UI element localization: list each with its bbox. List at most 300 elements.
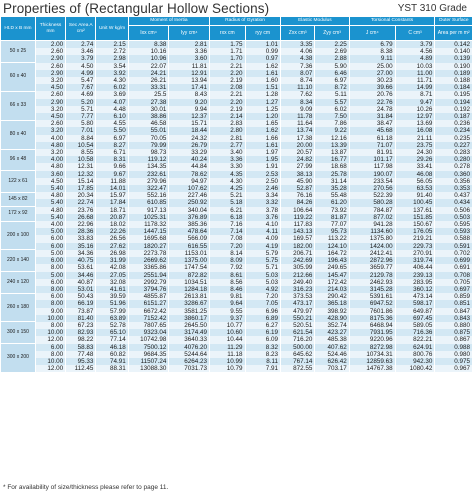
table-cell: 0.99 [245,48,280,55]
table-cell: 4.06 [280,48,314,55]
section-size-cell: 60 x 40 [1,63,35,92]
table-row [1,336,473,343]
table-cell: 589.05 [395,322,435,329]
table-cell: 7.05 [245,300,280,307]
table-cell: 15.71 [169,120,210,127]
table-cell: 2.60 [35,63,65,70]
table-cell: 151.85 [395,214,435,221]
table-cell: 20.57 [280,149,314,156]
table-cell: 5391.61 [349,293,395,300]
table-cell: 2.46 [245,185,280,192]
table-cell: 73.92 [315,207,349,214]
table-cell: 0.142 [435,41,473,49]
table-cell: 5.00 [35,228,65,235]
table-cell: 29.26 [395,156,435,163]
table-cell: 6672.42 [128,308,169,315]
table-cell: 24.78 [349,106,395,113]
table-cell: 8.55 [66,149,96,156]
table-cell: 2.21 [210,63,245,70]
table-cell: 649.87 [395,308,435,315]
table-cell: 7.16 [210,221,245,228]
table-cell: 3.78 [245,207,280,214]
table-cell: 124.10 [315,243,349,250]
table-cell: 4855.87 [128,293,169,300]
table-cell: 0.139 [435,55,473,62]
table-cell: 242.69 [280,257,314,264]
table-cell: 20.87 [96,214,128,221]
table-cell: 3640.33 [169,336,210,343]
table-cell: 290.42 [315,293,349,300]
table-cell: 5.47 [66,77,96,84]
table-cell: 74.91 [96,358,128,365]
table-cell: 17.41 [169,84,210,91]
table-cell: 3.40 [210,149,245,156]
table-cell: 0.189 [435,70,473,77]
table-cell: 2.60 [35,120,65,127]
table-cell: 79.99 [128,142,169,149]
table-cell: 877.02 [349,214,395,221]
table-row [1,156,473,163]
table-row [1,127,473,134]
table-cell: 4076.20 [169,344,210,351]
table-row [1,84,473,91]
table-cell: 22.26 [96,228,128,235]
table-cell: 5.00 [35,272,65,279]
table-cell: 12.91 [169,70,210,77]
table-cell: 2412.41 [349,250,395,257]
table-cell: 1.71 [210,48,245,55]
table-cell: 406.44 [395,264,435,271]
table-cell: 27.38 [128,99,169,106]
table-cell: 3286.67 [169,300,210,307]
table-cell: 11.88 [96,178,128,185]
table-cell: 18.68 [315,163,349,170]
table-cell: 4.38 [280,55,314,62]
table-cell: 11.10 [280,84,314,91]
table-cell: 0.194 [435,99,473,106]
table-cell: 172.42 [315,279,349,286]
table-cell: 41.61 [96,286,128,293]
table-cell: 9.11 [349,55,395,62]
table-row [1,279,473,286]
table-cell: 10.00 [35,329,65,336]
table-cell: 2.00 [35,41,65,49]
table-cell: 716.20 [280,336,314,343]
table-cell: 8.00 [35,322,65,329]
table-cell: 3.76 [245,214,280,221]
table-cell: 57.99 [96,308,128,315]
table-cell: 5.90 [315,63,349,70]
table-cell: 113.22 [315,235,349,242]
table-row [1,286,473,293]
table-row [1,214,473,221]
table-cell: 3860.17 [169,315,210,322]
table-cell: 8.00 [35,300,65,307]
table-cell: 3.20 [35,77,65,84]
table-cell: 206.71 [280,250,314,257]
table-cell: 10.44 [210,336,245,343]
table-cell: 1284.18 [169,286,210,293]
table-cell: 10.16 [128,48,169,55]
table-row [1,315,473,322]
table-cell: 169.57 [280,235,314,242]
table-cell: 26.56 [96,235,128,242]
page-title: Properties of (Rectangular Hollow Sections) [3,1,270,16]
ryy-header: ryy cm [245,26,280,41]
table-cell: 5.00 [35,250,65,257]
table-cell: 822.21 [395,336,435,343]
table-row [1,344,473,351]
table-cell: 24.82 [280,156,314,163]
table-cell: 0.859 [435,293,473,300]
table-cell: 250.92 [169,199,210,206]
table-cell: 6.18 [210,214,245,221]
table-row [1,235,473,242]
table-cell: 214.03 [315,286,349,293]
table-cell: 249.65 [315,264,349,271]
table-cell: 25.00 [349,63,395,70]
table-cell: 16.77 [315,156,349,163]
thickness-header: Thickness mm [35,17,65,41]
table-cell: 5.57 [315,99,349,106]
table-cell: 8175.36 [349,315,395,322]
table-cell: 3.30 [210,163,245,170]
table-cell: 8.61 [210,272,245,279]
table-cell: 31.14 [315,178,349,185]
table-cell: 322.47 [128,185,169,192]
table-cell: 3.54 [96,63,128,70]
table-cell: 9.81 [210,293,245,300]
table-cell: 3174.49 [169,329,210,336]
table-cell: 6.71 [96,149,128,156]
table-cell: 6.02 [315,106,349,113]
table-cell: 0.353 [435,185,473,192]
table-cell: 3.20 [35,127,65,134]
table-cell: 6.10 [96,113,128,120]
table-row [1,70,473,77]
table-cell: 219.21 [395,235,435,242]
table-cell: 5.40 [35,199,65,206]
zxx-header: Zxx cm³ [280,26,314,41]
table-cell: 1695.68 [128,235,169,242]
table-cell: 9684.35 [128,351,169,358]
table-cell: 7.77 [66,113,96,120]
table-cell: 2.90 [35,70,65,77]
table-cell: 8.74 [280,77,314,84]
table-cell: 23.76 [66,207,96,214]
table-cell: 340.04 [169,207,210,214]
table-cell: 10742.98 [128,336,169,343]
table-cell: 5.80 [66,120,96,127]
table-cell: 1178.32 [128,221,169,228]
table-cell: 11.00 [395,70,435,77]
table-cell: 0.140 [435,48,473,55]
table-cell: 3.34 [245,192,280,199]
table-cell: 70.05 [128,135,169,142]
footnote: * For availability of size/thickness please refer to page 11. [3,484,169,491]
table-cell: 10.03 [395,63,435,70]
table-cell: 621.54 [280,329,314,336]
table-cell: 15.14 [66,178,96,185]
table-cell: 7.67 [66,84,96,91]
table-cell: 28.36 [66,228,96,235]
table-cell: 0.967 [435,365,473,372]
table-cell: 9.37 [210,315,245,322]
table-cell: 800.76 [395,351,435,358]
table-cell: 21.11 [395,135,435,142]
table-cell: 38.47 [349,120,395,127]
table-cell: 233.54 [349,178,395,185]
table-cell: 150.67 [395,221,435,228]
table-cell: 9.22 [315,127,349,134]
table-cell: 1747.54 [169,264,210,271]
table-cell: 703.17 [315,365,349,372]
table-cell: 0.184 [435,84,473,91]
table-cell: 3.60 [35,171,65,178]
table-cell: 12.00 [35,365,65,372]
table-row [1,113,473,120]
table-cell: 697.45 [395,315,435,322]
table-cell: 176.05 [395,228,435,235]
table-cell: 0.190 [435,63,473,70]
table-cell: 26.68 [66,214,96,221]
table-cell: 40.87 [66,279,96,286]
table-cell: 2.50 [245,178,280,185]
table-cell: 196.43 [315,257,349,264]
table-cell: 4.00 [35,156,65,163]
table-cell: 2.83 [210,120,245,127]
table-cell: 13.94 [169,77,210,84]
table-cell: 283.95 [395,279,435,286]
table-cell: 53.01 [66,286,96,293]
section-size-cell: 96 x 48 [1,149,35,171]
table-row [1,322,473,329]
table-cell: 3.36 [210,156,245,163]
table-cell: 33.31 [128,84,169,91]
table-row [1,365,473,372]
table-cell: 3.92 [96,70,128,77]
table-cell: 212.66 [280,272,314,279]
table-cell: 50.43 [66,293,96,300]
table-cell: 872.82 [169,272,210,279]
table-cell: 61.18 [349,135,395,142]
table-cell: 0.705 [435,279,473,286]
table-body [1,41,473,373]
table-row [1,142,473,149]
table-cell: 10.99 [210,358,245,365]
table-cell: 360.12 [395,286,435,293]
table-cell: 229.73 [395,243,435,250]
table-cell: 3.60 [169,55,210,62]
table-cell: 6947.52 [349,300,395,307]
table-cell: 645.62 [280,351,314,358]
table-row [1,264,473,271]
table-cell: 2129.78 [349,272,395,279]
table-cell: 10.77 [210,322,245,329]
table-cell: 1.01 [245,41,280,49]
table-cell: 3.36 [169,48,210,55]
table-row [1,308,473,315]
table-row [1,329,473,336]
table-cell: 2.80 [210,127,245,134]
table-cell: 0.843 [435,315,473,322]
table-cell: 1.27 [245,99,280,106]
table-row [1,48,473,55]
table-cell: 18.71 [96,207,128,214]
table-cell: 11.64 [280,120,314,127]
table-cell: 2.88 [315,55,349,62]
table-cell: 10734.31 [349,351,395,358]
table-cell: 6.00 [35,243,65,250]
table-cell: 8.23 [245,351,280,358]
table-cell: 550.21 [280,315,314,322]
table-cell: 27.62 [96,243,128,250]
table-cell: 552.16 [128,192,169,199]
table-cell: 12.32 [66,171,96,178]
table-cell: 119.22 [280,214,314,221]
table-cell: 473.17 [280,300,314,307]
table-cell: 67.23 [66,322,96,329]
table-cell: 106.64 [280,207,314,214]
table-cell: 8.11 [245,358,280,365]
table-cell: 5.75 [245,257,280,264]
table-cell: 39.59 [96,293,128,300]
table-cell: 8.00 [35,286,65,293]
section-size-cell: 260 x 180 [1,293,35,322]
table-cell: 61.20 [315,199,349,206]
table-cell: 2.25 [315,41,349,49]
table-cell: 24.21 [128,70,169,77]
grade-label: YST 310 Grade [397,3,467,14]
table-cell: 101.17 [349,156,395,163]
table-cell: 100.45 [395,199,435,206]
table-cell: 35.28 [315,185,349,192]
table-cell: 55.01 [128,127,169,134]
table-cell: 0.235 [435,135,473,142]
table-cell: 0.975 [435,358,473,365]
table-cell: 2551.94 [128,272,169,279]
table-cell: 117.83 [280,221,314,228]
table-cell: 9220.96 [349,336,395,343]
table-cell: 8.72 [315,84,349,91]
table-cell: 365.18 [315,300,349,307]
radius-of-gyration-header: Radius of Gyration [210,17,281,26]
table-cell: 1820.27 [128,243,169,250]
table-cell: 9.55 [210,308,245,315]
table-cell: 84.26 [280,199,314,206]
table-cell: 6.21 [210,207,245,214]
table-row [1,41,473,49]
table-cell: 182.00 [280,243,314,250]
table-cell: 95.73 [315,228,349,235]
table-cell: 63.53 [395,185,435,192]
table-cell: 0.503 [435,214,473,221]
table-cell: 8.14 [210,250,245,257]
table-cell: 2.20 [210,70,245,77]
table-cell: 3.35 [280,41,314,49]
table-cell: 145.47 [315,272,349,279]
table-cell: 39.66 [349,84,395,91]
table-cell: 6.97 [96,135,128,142]
table-cell: 7.50 [315,113,349,120]
table-cell: 2273.78 [128,250,169,257]
table-cell: 7.14 [210,228,245,235]
table-cell: 52.87 [280,185,314,192]
table-cell: 8.27 [96,142,128,149]
table-cell: 6264.23 [169,358,210,365]
table-cell: 3581.25 [169,308,210,315]
table-row [1,185,473,192]
table-cell: 8.56 [210,279,245,286]
table-cell: 2.53 [245,171,280,178]
table-cell: 5.40 [35,214,65,221]
unit-weight-header: Unit W kg/m [96,17,128,41]
table-cell: 4.89 [395,55,435,62]
table-cell: 0.97 [245,55,280,62]
table-cell: 1.20 [245,113,280,120]
table-cell: 232.61 [128,171,169,178]
table-cell: 0.702 [435,250,473,257]
table-cell: 7.36 [280,63,314,70]
table-cell: 81.40 [66,315,96,322]
table-cell: 46.18 [96,344,128,351]
table-cell: 0.875 [435,329,473,336]
table-cell: 485.38 [315,336,349,343]
table-cell: 5.18 [210,199,245,206]
table-cell: 2.19 [210,77,245,84]
table-cell: 0.283 [435,149,473,156]
table-cell: 63.89 [96,315,128,322]
table-cell: 26.79 [169,142,210,149]
section-size-cell: 145 x 82 [1,192,35,206]
table-cell: 38.13 [280,171,314,178]
table-cell: 0.699 [435,257,473,264]
table-cell: 1.28 [245,91,280,98]
table-cell: 11.18 [210,351,245,358]
table-cell: 616.55 [169,243,210,250]
table-cell: 95.33 [66,358,96,365]
table-cell: 0.437 [435,192,473,199]
table-cell: 566.09 [169,235,210,242]
table-cell: 81.87 [315,214,349,221]
table-cell: 5.71 [245,264,280,271]
table-cell: 190.07 [349,171,395,178]
table-cell: 107.62 [169,185,210,192]
table-cell: 6.89 [245,315,280,322]
table-cell: 7500.12 [128,344,169,351]
table-cell: 18.02 [96,221,128,228]
table-cell: 1.95 [245,156,280,163]
table-cell: 20.76 [349,91,395,98]
table-row [1,300,473,307]
table-cell: 143.13 [280,228,314,235]
table-cell: 4.00 [35,221,65,228]
table-cell: 12.31 [66,163,96,170]
table-cell: 716.36 [395,329,435,336]
outer-surface-header: Outer Surface [435,17,473,26]
table-cell: 16.08 [395,127,435,134]
table-cell: 0.434 [435,199,473,206]
table-cell: 0.236 [435,120,473,127]
table-cell: 4.11 [245,228,280,235]
table-cell: 2.60 [35,48,65,55]
table-cell: 6.79 [349,41,395,49]
table-cell: 17.85 [66,185,96,192]
table-cell: 3.79 [66,55,96,62]
table-cell: 8.00 [35,264,65,271]
table-cell: 81.91 [349,149,395,156]
table-cell: 91.40 [395,192,435,199]
